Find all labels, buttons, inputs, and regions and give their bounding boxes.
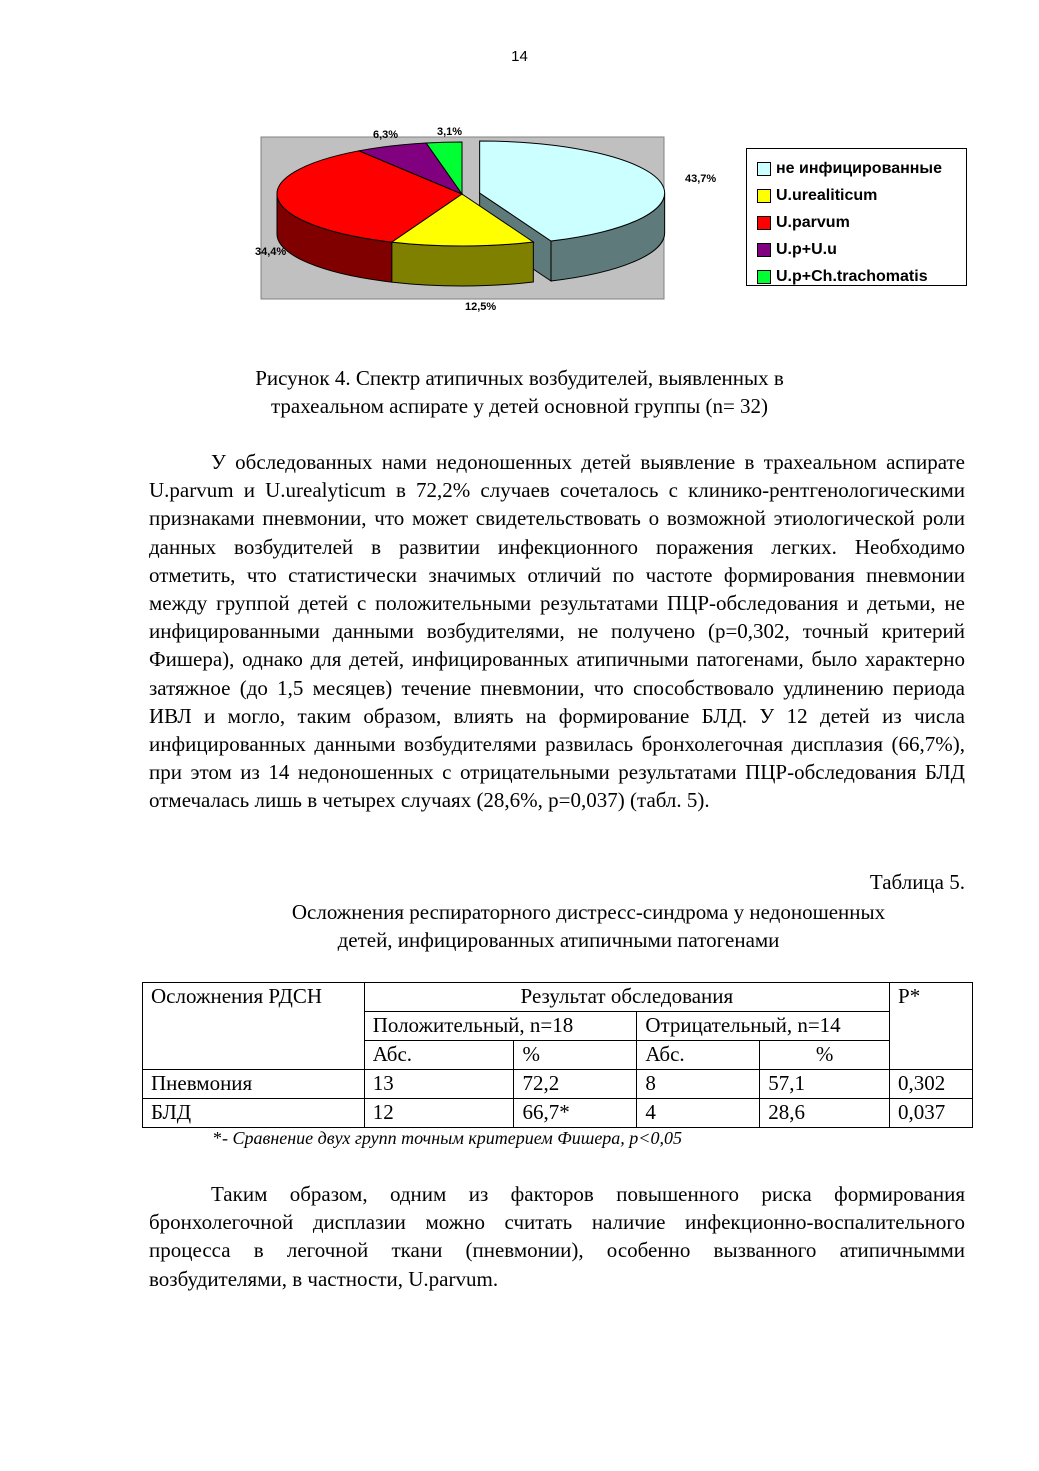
pie-value-label: 12,5% — [465, 301, 497, 313]
header-negative: Отрицательный, n=14 — [637, 1012, 890, 1041]
footnote-text: Сравнение двух групп точным критерием Фишера, p<0,05 — [232, 1128, 682, 1148]
pie-value-label: 34,4% — [255, 246, 287, 258]
legend-label: U.urealiticum — [776, 186, 878, 204]
table-row — [143, 1099, 973, 1128]
pie-value-label: 6,3% — [373, 129, 399, 141]
cell-pos-abs: 13 — [364, 1070, 514, 1099]
cell-neg-pct: 28,6 — [760, 1099, 890, 1128]
legend-swatch — [757, 189, 771, 203]
legend-swatch — [757, 216, 771, 230]
header-result: Результат обследования — [364, 983, 889, 1012]
cell-p: 0,302 — [890, 1070, 973, 1099]
pie-value-label: 43,7% — [685, 173, 717, 185]
legend-label: не инфицированные — [776, 159, 942, 177]
cell-pos-pct: 66,7* — [514, 1099, 637, 1128]
header-abs: Абс. — [364, 1041, 514, 1070]
row-name: Пневмония — [143, 1070, 365, 1099]
legend-item — [757, 182, 966, 209]
table-footnote — [213, 1128, 682, 1149]
table-row — [143, 1070, 973, 1099]
header-positive: Положительный, n=18 — [364, 1012, 637, 1041]
cell-neg-abs: 4 — [637, 1099, 760, 1128]
body-paragraph: Таким образом, одним из факторов повышенного риска формирования бронхолегочной дисплазии можно считать наличие инфекционно-воспалительного процесса в легочной ткани (пневмонии), особенно вызванного атипичнымми возбудителями, в частности, U.parvum. — [149, 1182, 965, 1291]
figure-caption-line1: Рисунок 4. Спектр атипичных возбудителей, выявленных в — [255, 366, 784, 390]
chart-legend — [746, 148, 967, 286]
header-complications: Осложнения РДСН — [143, 983, 365, 1070]
cell-pos-pct: 72,2 — [514, 1070, 637, 1099]
figure-caption-line2: трахеальном аспирате у детей основной группы (n= 32) — [270, 394, 769, 418]
pie-chart — [225, 120, 985, 320]
header-pct: % — [514, 1041, 637, 1070]
cell-p: 0,037 — [890, 1099, 973, 1128]
table-title-line1: Осложнения респираторного дистресс-синдрома у недоношенных — [291, 900, 886, 924]
header-p: Р* — [890, 983, 973, 1070]
cell-neg-abs: 8 — [637, 1070, 760, 1099]
legend-label: U.p+U.u — [776, 240, 837, 258]
legend-item — [757, 155, 966, 182]
header-pct: % — [760, 1041, 890, 1070]
pie-chart-svg — [225, 120, 725, 320]
body-paragraph: У обследованных нами недоношенных детей выявление в трахеальном аспирате U.parvum и U.urealyticum в 72,2% случаев сочеталось с клинико-рентгенологическими признаками пневмонии, что может свидетельствовать о возможной этиологической роли данных возбудителей в развитии инфекционного поражения легких. Необходимо отметить, что статистически значимых отличий по частоте формирования пневмонии между группой детей с положительными результатами ПЦР-обследования и детьми, не инфицированными данными возбудителями, не получено (p=0,302, точный критерий Фишера), однако для детей, инфицированных атипичными патогенами, было характерно затяжное (до 1,5 месяцев) течение пневмонии, что способствовало удлинению периода ИВЛ и могло, таким образом, влиять на формирование БЛД. У 12 детей из числа инфицированных данными возбудителями развилась бронхолегочная дисплазия (66,7%), при этом из 14 недоношенных с отрицательными результатами ПЦР-обследования БЛД отмечалась лишь в четырех случаях (28,6%, p=0,037) (табл. 5). — [149, 450, 965, 813]
pie-slice-side — [392, 242, 534, 286]
pie-value-label: 3,1% — [437, 126, 463, 138]
legend-swatch — [757, 243, 771, 257]
legend-swatch — [757, 270, 771, 284]
results-table — [142, 982, 973, 1128]
legend-item — [757, 209, 966, 236]
cell-neg-pct: 57,1 — [760, 1070, 890, 1099]
table-label: Таблица 5. — [869, 870, 965, 894]
cell-pos-abs: 12 — [364, 1099, 514, 1128]
legend-label: U.parvum — [776, 213, 850, 231]
page-number: 14 — [511, 48, 528, 65]
legend-label: U.p+Ch.trachomatis — [776, 267, 928, 285]
table-header-row — [143, 983, 973, 1012]
legend-item — [757, 263, 966, 290]
row-name: БЛД — [143, 1099, 365, 1128]
legend-item — [757, 236, 966, 263]
legend-swatch — [757, 162, 771, 176]
table-title-line2: детей, инфицированных атипичными патогенами — [337, 928, 780, 952]
footnote-mark: *- — [213, 1128, 228, 1148]
header-abs: Абс. — [637, 1041, 760, 1070]
